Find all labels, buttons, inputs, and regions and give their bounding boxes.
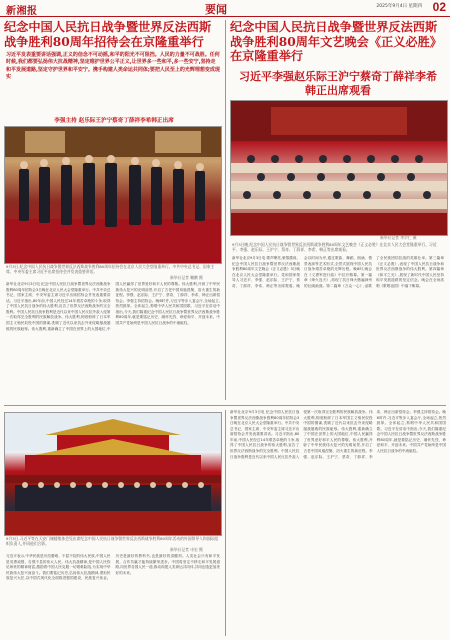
article-1-attendees: 李强主持 赵乐际王沪宁蔡奇丁薛祥李希韩正出席 <box>54 118 174 124</box>
article-2-photo-caption: 9月3日晚,纪念中国人民抗日战争暨世界反法西斯战争胜利80周年文艺晚会《正义必胜》在北京人民大会堂隆重举行。习近平、李强、赵乐际、王沪宁、蔡奇、丁薛祥、李希、韩正等出席观看。 <box>232 242 437 253</box>
article-1-continuation: 新华社北京9月3日电 纪念中国人民抗日战争暨世界反法西斯战争胜利80周年招待会3日晚在北京人民大会堂隆重举行。中共中央总书记、国家主席、中央军委主席习近平出席招待会并发表重要讲话。习近平指出,80年前,中国人民经过14年艰苦卓绝的斗争,取得了中国人民抗日战争的伟大胜利,宣告了世界反法西斯战争的完全胜利。中国人民抗日战争胜利是近代以来中国人民反抗外敌入侵第一次取得完全胜利的民族解放战争。伟大胜利,彻底粉碎了日本军国主义殖民奴役中国的图谋,洗刷了近代以来抗击外来侵略屡战屡败的民族耻辱。伟大胜利,重新确立了中国在世界上的大国地位,中国人民赢得了世界爱好和平人民的尊敬。伟大胜利,开辟了中华民族伟大复兴的光明前景,开启了古老中国凤凰涅槃、浴火重生的新征程。李强、赵乐际、王沪宁、蔡奇、丁薛祥、李希、韩正出席招待会。李强主持招待会。晚6时许,习近平等步入宴会厅,全场起立,热烈鼓掌。全体起立,奏唱中华人民共和国国歌。习近平在讲话中指出,今天,我们隆重纪念中国人民抗日战争暨世界反法西斯战争胜利80周年,就是要铭记历史、缅怀先烈、珍爱和平、开创未来。中国共产党始终是中国人民抗日战争的中流砥柱。 <box>230 410 446 459</box>
gala-audience-illustration <box>231 101 447 235</box>
photo-gala-audience <box>230 100 448 236</box>
article-3-photo-credit: 新华社记者 申宏 摄 <box>170 547 203 552</box>
article-1-headline: 纪念中国人民抗日战争暨世界反法西斯战争胜利80周年招待会在京隆重举行 <box>4 20 212 49</box>
newspaper-logo: 新湘报 <box>6 6 38 17</box>
page-number: 02 <box>432 0 446 14</box>
article-2-body: 新华社北京9月3日电 歌声嘹亮,豪情激荡。纪念中国人民抗日战争暨世界反法西斯战争胜利80周年文艺晚会《正义必胜》3日晚在北京人民大会堂隆重举行。党和国家领导人习近平、李强、赵乐际、王沪宁、蔡奇、丁薛祥、李希、韩正等出席观看。晚会以时间为序,通过歌曲、舞蹈、朗诵、情景表演等艺术形式,全景式展现中国人民抗日战争艰苦卓绝的光辉历程。晚8时,晚会在《义勇军进行曲》中拉开帷幕。第一篇章《烽火连天》,再现了抗日烽火燃遍神州的壮阔画面。第二篇章《万众一心》,讴歌了全民族团结抗战的英雄壮举。第三篇章《正义必胜》,表现了中国人民抗日战争和世界反法西斯战争的伟大胜利。第四篇章《和平之光》,展现了新时代中国人民坚持和平发展道路的坚定信念。晚会在全场高唱《歌唱祖国》中落下帷幕。 <box>232 256 444 288</box>
article-1-photo-caption: 9月3日,纪念中国人民抗日战争暨世界反法西斯战争胜利80周年招待会在北京人民大会堂隆重举行。中共中央总书记、国家主席、中央军委主席习近平出席招待会并发表重要讲话。 <box>6 264 215 275</box>
lower-column-divider <box>225 410 226 636</box>
leaders-walking-illustration <box>5 127 221 263</box>
section-title: 要闻 <box>205 3 227 16</box>
article-1-body: 新华社北京9月3日电 纪念中国人民抗日战争暨世界反法西斯战争胜利80周年招待会3日晚在北京人民大会堂隆重举行。中共中央总书记、国家主席、中央军委主席习近平出席招待会并发表重要讲话。习近平指出,80年前,中国人民经过14年艰苦卓绝的斗争,取得了中国人民抗日战争的伟大胜利,宣告了世界反法西斯战争的完全胜利。中国人民抗日战争胜利是近代以来中国人民反抗外敌入侵第一次取得完全胜利的民族解放战争。伟大胜利,彻底粉碎了日本军国主义殖民奴役中国的图谋,洗刷了近代以来抗击外来侵略屡战屡败的民族耻辱。伟大胜利,重新确立了中国在世界上的大国地位,中国人民赢得了世界爱好和平人民的尊敬。伟大胜利,开辟了中华民族伟大复兴的光明前景,开启了古老中国凤凰涅槃、浴火重生的新征程。李强、赵乐际、王沪宁、蔡奇、丁薛祥、李希、韩正出席招待会。李强主持招待会。晚6时许,习近平等步入宴会厅,全场起立,热烈鼓掌。全体起立,奏唱中华人民共和国国歌。习近平在讲话中指出,今天,我们隆重纪念中国人民抗日战争暨世界反法西斯战争胜利80周年,就是要铭记历史、缅怀先烈、珍爱和平、开创未来。中国共产党始终是中国人民抗日战争的中流砥柱。 <box>6 282 220 331</box>
section-divider <box>4 405 446 406</box>
article-3-body-left: 习近平表示,中华民族是历经磨难、不屈不挠的伟大民族,中国人民是英勇顽强、自强不息的伟大人民。伟大抗战精神,是中国人民弥足珍贵的精神财富,激励着中国人民克服一切艰难险阻,为实现中华民族伟大复兴而奋斗。我们要铭记历史,弘扬伟大抗战精神,勇担民族复兴大任,以中国式现代化全面推进强国建设、民族复兴伟业。历史是最好的教科书,也是最好的清醒剂。人类社会只有和平发展、合作共赢才能持续繁荣进步。中国将坚定不移走和平发展道路,同世界各国人民一道,推动构建人类命运共同体,共同创造更加美好的未来。 <box>6 554 220 581</box>
photo-tiananmen-group <box>4 412 222 536</box>
column-divider <box>225 20 226 400</box>
issue-date: 2025年9月4日 星期四 <box>376 4 422 9</box>
article-1-lead: 习近平发表重要讲话强调,正义的信念不可动摇,和平的阳光不可阻挡。人民的力量不可战胜。任何时候,我们都要弘扬伟大抗战精神,坚定维护世界公平正义,让世界多一些和平,多一些安宁,坚持走和平发展道路,坚定守护世界和平安宁。携手构建人类命运共同体;要把人民至上的光辉理想变成现实 <box>6 52 220 80</box>
article-2-headline: 纪念中国人民抗日战争暨世界反法西斯战争胜利80周年文艺晚会《正义必胜》在京隆重举行 <box>230 20 442 64</box>
article-3-photo-caption: 9月3日,习近平等在天安门城楼集体会见出席纪念中国人民抗日战争暨世界反法西斯战争胜利80周年活动的外国领导人和国际组织负责人,并同他们合影。 <box>6 536 219 547</box>
photo-leaders-walking <box>4 126 222 264</box>
article-2-photo-credit: 新华社记者 李学仁 摄 <box>380 235 417 240</box>
article-2-subheadline: 习近平李强赵乐际王沪宁蔡奇丁薛祥李希韩正出席观看 <box>239 70 437 97</box>
tiananmen-group-illustration <box>5 413 221 535</box>
article-1-photo-credit: 新华社记者 鞠鹏 摄 <box>170 275 203 280</box>
